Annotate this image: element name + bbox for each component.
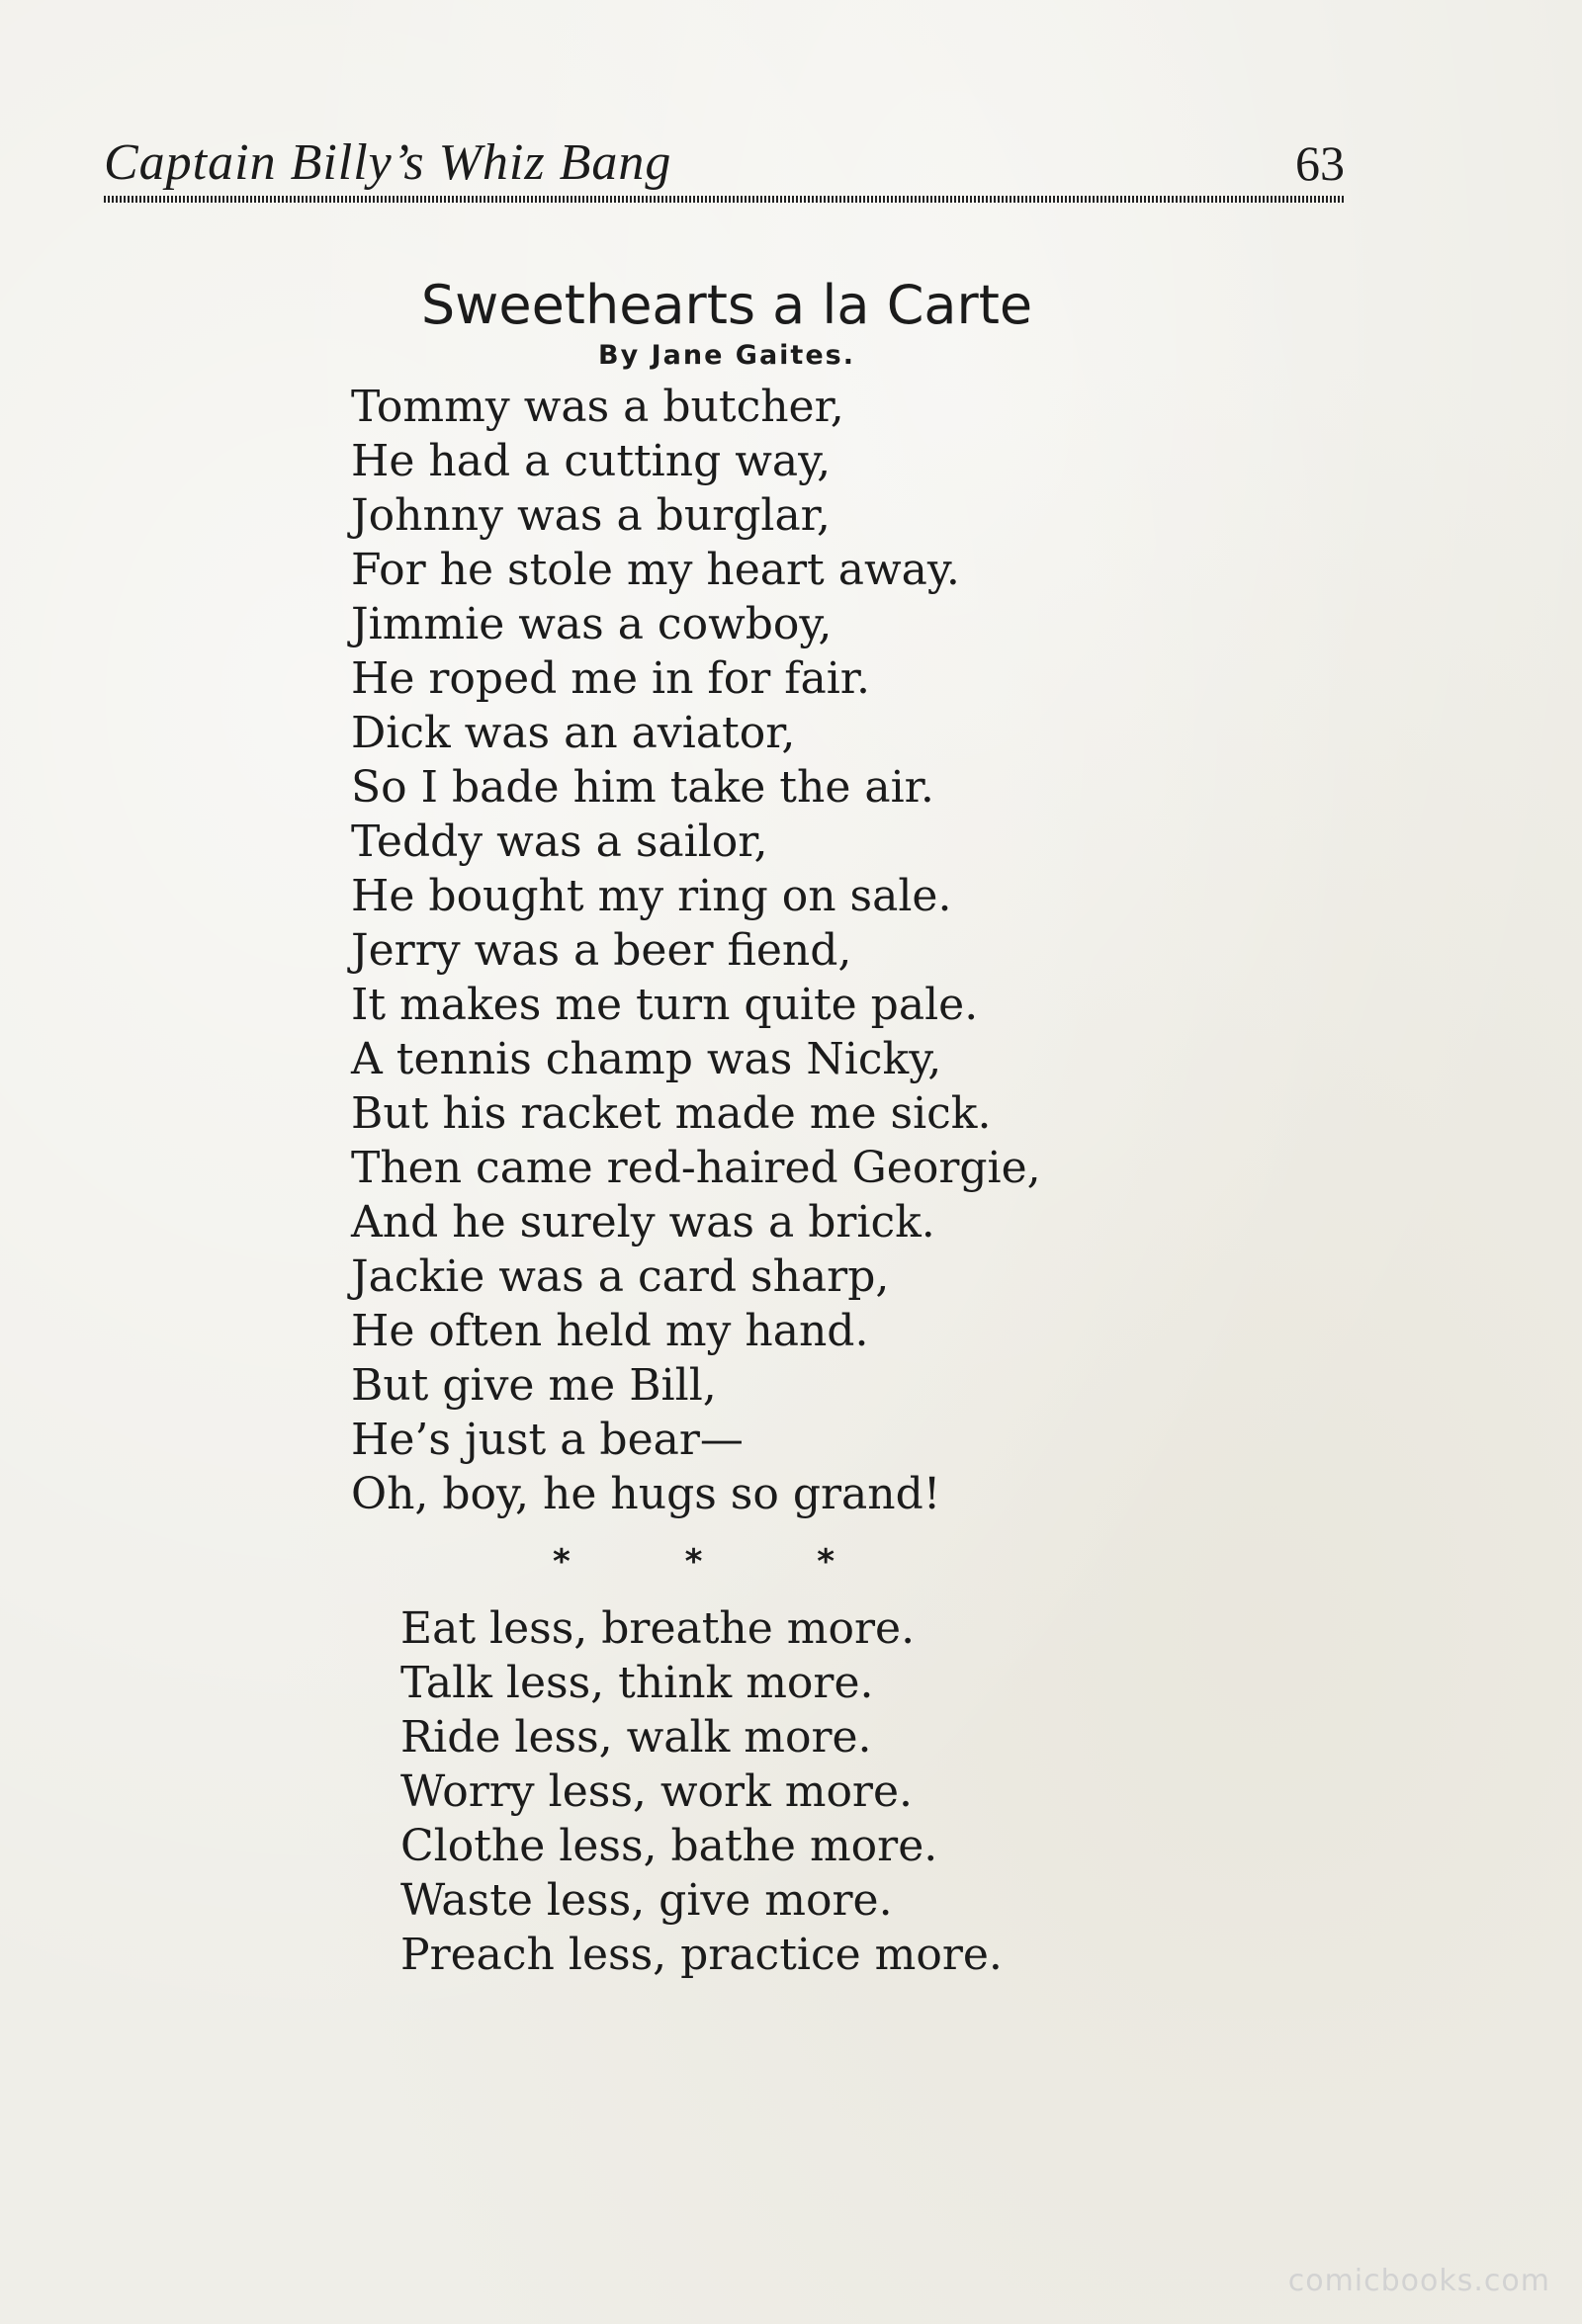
poem-line: Teddy was a sailor,	[351, 817, 768, 867]
poem-line: Jackie was a card sharp,	[351, 1251, 890, 1302]
maxims-list	[400, 1601, 1003, 1982]
poem-line: And he surely was a brick.	[351, 1197, 935, 1248]
poem-byline: By Jane Gaites.	[598, 340, 855, 371]
poem-line: Dick was an aviator,	[351, 708, 796, 758]
maxim-line: Waste less, give more.	[400, 1875, 893, 1926]
maxim-line: Ride less, walk more.	[400, 1712, 872, 1763]
poem-line: Jimmie was a cowboy,	[351, 599, 833, 649]
poem-line: A tennis champ was Nicky,	[351, 1034, 942, 1084]
maxim-line: Clothe less, bathe more.	[400, 1821, 938, 1871]
maxim-line: Eat less, breathe more.	[400, 1603, 916, 1654]
maxim-line: Worry less, work more.	[400, 1766, 913, 1817]
maxim-line: Preach less, practice more.	[400, 1930, 1003, 1980]
header-rule	[104, 196, 1345, 203]
poem-line: So I bade him take the air.	[351, 762, 934, 813]
poem-line: He bought my ring on sale.	[351, 871, 952, 921]
watermark: comicbooks.com	[1287, 2264, 1550, 2298]
page-number: 63	[1295, 135, 1345, 191]
poem-line: He often held my hand.	[351, 1306, 869, 1356]
poem-line: Johnny was a burglar,	[351, 490, 831, 541]
poem-line: He had a cutting way,	[351, 436, 832, 486]
poem-line: For he stole my heart away.	[351, 545, 960, 595]
poem-line: He’s just a bear—	[351, 1415, 744, 1465]
poem-line: Jerry was a beer fiend,	[351, 925, 852, 976]
poem-title: Sweethearts a la Carte	[420, 274, 1033, 336]
poem-line: He roped me in for fair.	[351, 653, 870, 704]
poem-line: But give me Bill,	[351, 1360, 717, 1411]
poem-line: It makes me turn quite pale.	[351, 980, 979, 1030]
magazine-title: Captain Billy’s Whiz Bang	[104, 134, 672, 191]
poem-line: Then came red-haired Georgie,	[351, 1143, 1041, 1193]
poem-body	[351, 380, 1041, 1521]
poem-line: Tommy was a butcher,	[351, 382, 844, 432]
poem-line: But his racket made me sick.	[351, 1088, 992, 1139]
poem-line: Oh, boy, he hugs so grand!	[351, 1469, 941, 1519]
maxim-line: Talk less, think more.	[400, 1658, 874, 1708]
section-separator: * * *	[552, 1542, 886, 1582]
